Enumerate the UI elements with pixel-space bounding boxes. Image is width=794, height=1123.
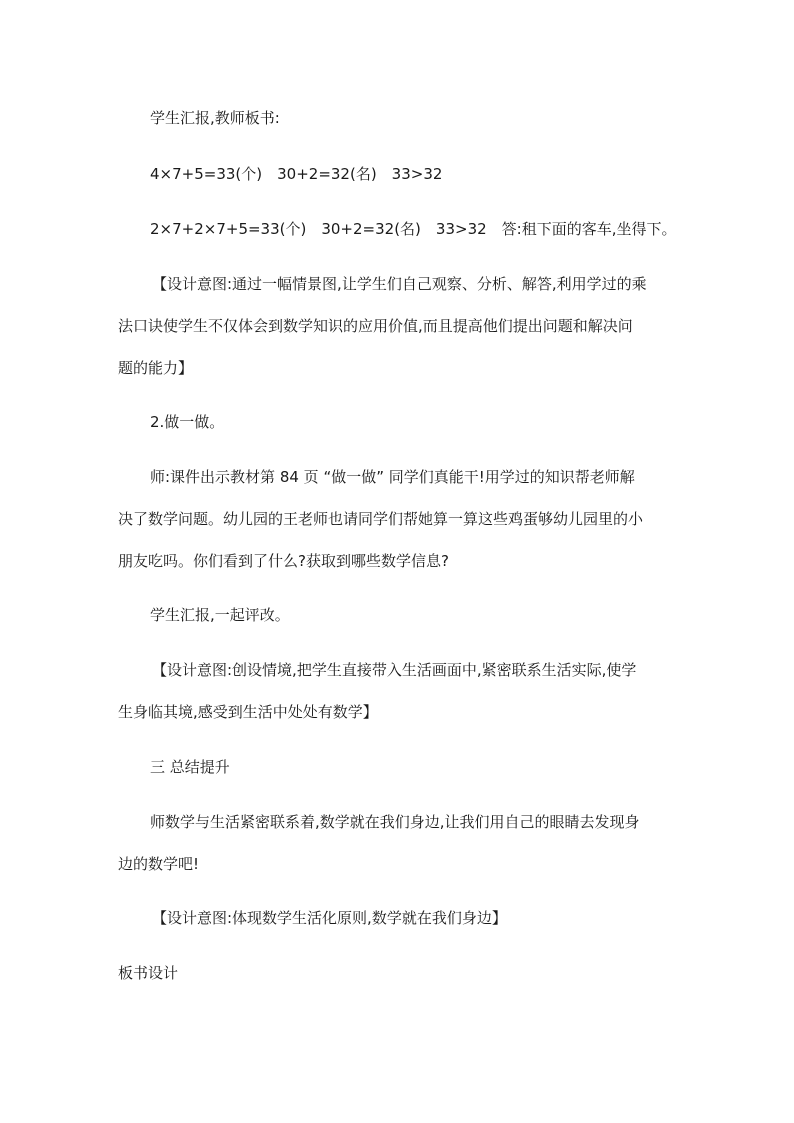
summary-line-2: 边的数学吧! xyxy=(118,855,200,873)
design-intent-1-line-2: 法口诀使学生不仅体会到数学知识的应用价值,而且提高他们提出问题和解决问 xyxy=(118,317,633,335)
design-intent-2-line-1: 【设计意图:创设情境,把学生直接带入生活画面中,紧密联系生活实际,使学 xyxy=(152,661,637,679)
teacher-paragraph-line-2: 决了数学问题。幼儿园的王老师也请同学们帮她算一算这些鸡蛋够幼儿园里的小 xyxy=(118,510,644,528)
design-intent-2-line-2: 生身临其境,感受到生活中处处有数学】 xyxy=(118,703,378,721)
section-title-3: 三 总结提升 xyxy=(150,758,230,776)
teacher-paragraph-line-1: 师:课件出示教材第 84 页 “做一做” 同学们真能干!用学过的知识帮老师解 xyxy=(150,468,635,486)
summary-line-1: 师数学与生活紧密联系着,数学就在我们身边,让我们用自己的眼睛去发现身 xyxy=(150,813,640,831)
equation-line-2: 2×7+2×7+5=33(个) 30+2=32(名) 33>32 答:租下面的客车,坐得下。 xyxy=(150,220,677,238)
equation-line-1: 4×7+5=33(个) 30+2=32(名) 33>32 xyxy=(150,165,443,183)
student-report-line: 学生汇报,一起评改。 xyxy=(150,606,290,624)
report-intro: 学生汇报,教师板书: xyxy=(150,109,280,127)
section-title-2: 2.做一做。 xyxy=(150,413,225,431)
design-intent-1-line-1: 【设计意图:通过一幅情景图,让学生们自己观察、分析、解答,利用学过的乘 xyxy=(152,275,647,293)
design-intent-1-line-3: 题的能力】 xyxy=(118,359,194,377)
design-intent-3-line: 【设计意图:体现数学生活化原则,数学就在我们身边】 xyxy=(152,909,507,927)
teacher-paragraph-line-3: 朋友吃吗。你们看到了什么?获取到哪些数学信息? xyxy=(118,552,449,570)
blackboard-design-title: 板书设计 xyxy=(118,964,179,982)
